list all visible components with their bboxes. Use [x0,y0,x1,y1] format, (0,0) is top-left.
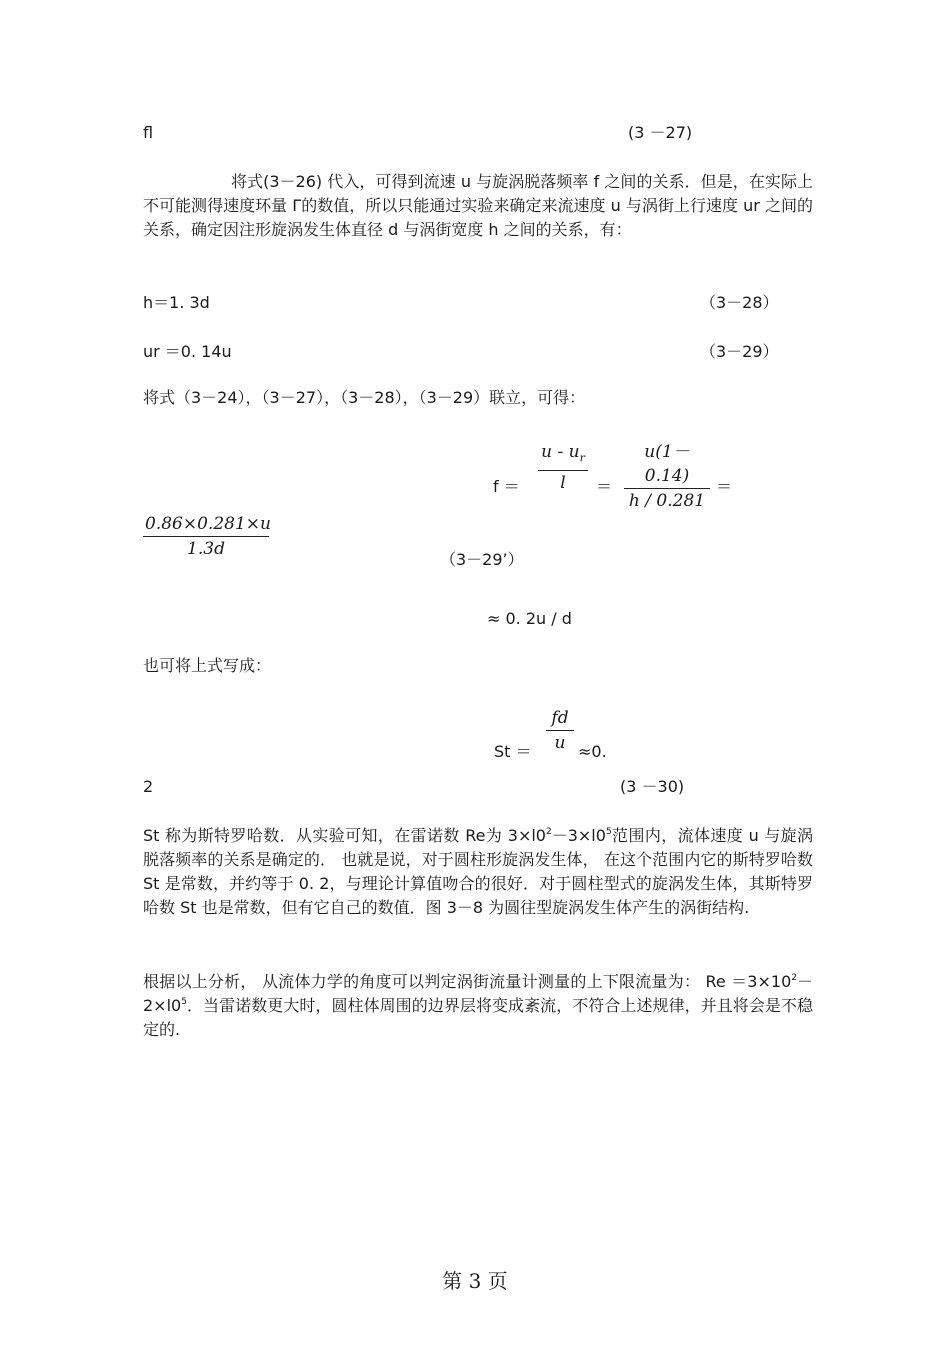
equation-lhs: fl [143,123,154,142]
equation-number: (3 －30) [620,777,685,796]
fraction-denominator: h / 0.281 [628,491,706,511]
paragraph: 将式(3－26) 代入，可得到流速 u 与旋涡脱落频率 f 之间的关系．但是，在实际上不可能测得速度环量 Γ的数值，所以只能通过实验来确定来流速度 u 与涡街上行速度 ur 之间的关系，确定因注形旋涡发生体直径 d 与涡街宽度 h 之间的关系，有： [143,172,813,239]
equation-number: （3－29’） [440,550,524,569]
fraction [538,440,588,495]
paragraph: 也可将上式写成： [143,656,272,675]
fraction-denominator: l [560,473,566,494]
fraction-numerator: u - $u_r$ [541,442,585,465]
page-number: 第 3 页 [442,1269,508,1293]
formula-text: 2 [143,777,154,796]
formula-text: f ＝ [493,477,520,496]
formula-text: ≈ 0. 2u / d [487,609,572,628]
equation-number: (3 －27) [628,123,693,142]
formula-text: ＝ [716,477,733,496]
fraction-numerator: fd [551,708,569,728]
fraction-numerator: 0.86×0.281×u [145,514,271,534]
equation-number: （3－29） [700,342,779,361]
equation-number: （3－28） [700,293,779,312]
paragraph: 将式（3－24），（3－27），（3－28），（3－29）联立，可得： [143,388,586,407]
formula-text: ≈0. [578,742,607,761]
fraction [624,440,710,513]
fraction-denominator: 1.3d [187,539,225,559]
fraction-numerator: u(1－0.14) [644,442,690,486]
fraction [143,512,269,561]
paragraph: St 称为斯特罗哈数．从实验可知，在雷诺数 Re为 $3\times l0^2-3\times l0^5$范围内，流体速度 u 与旋涡脱落频率的关系是确定的． 也就是说，对于圆柱形旋涡发生体， 在这个范围内它的斯特罗哈数 St 是常数，并约等于 0. 2，与理论计算值吻合的很好．对于圆柱型式的旋涡发生体，其斯特罗哈数 St 也是常数，但有它自己的数值．图 3－8 为圆往型旋涡发生体产生的涡街结构. [143,826,813,917]
paragraph: 根据以上分析， 从流体力学的角度可以判定涡街流量计测量的上下限流量为： $Re =3\times 10^2-2\times l0^5$．当雷诺数更大时，圆柱体周围的边界层将变成紊流，不符合上述规律，并且将会是不稳定的. [143,972,813,1039]
formula-text: St ＝ [494,742,532,761]
fraction-denominator: u [554,733,566,753]
formula-text: ＝ [596,477,613,496]
fraction [546,706,574,755]
equation-lhs: h＝1. 3d [143,293,210,312]
equation-lhs: ur ＝0. 14u [143,342,232,361]
